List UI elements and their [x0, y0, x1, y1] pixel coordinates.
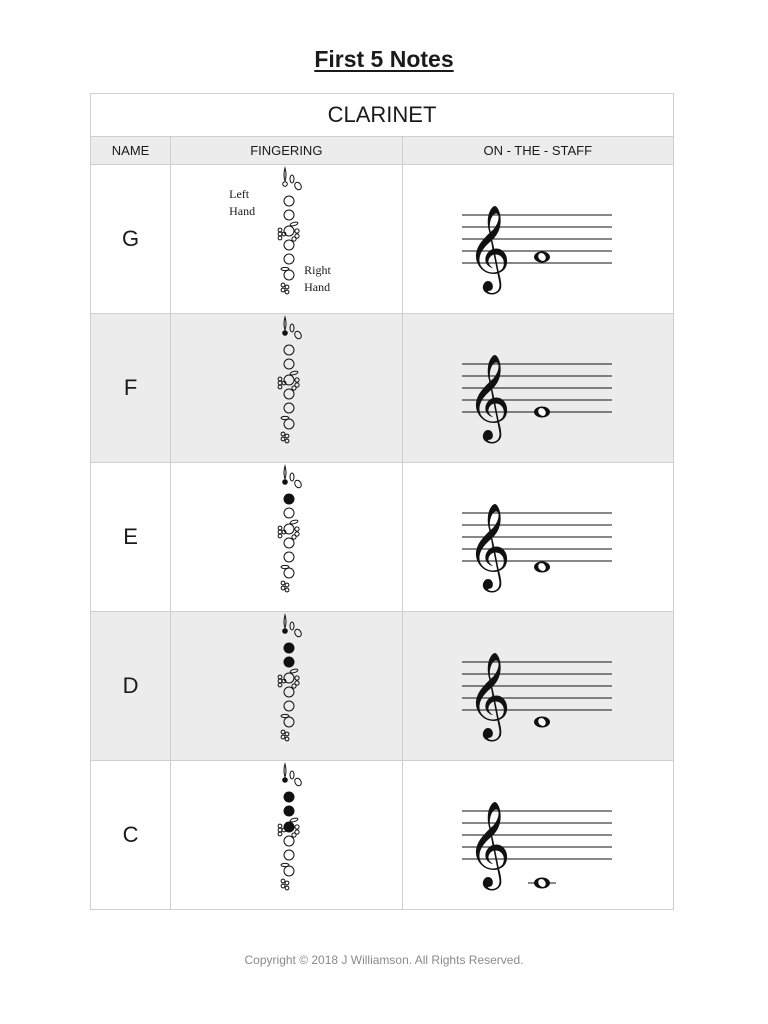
pinky-key	[278, 385, 282, 389]
music-staff	[403, 761, 674, 909]
tone-hole	[284, 389, 294, 399]
side-key	[281, 267, 289, 270]
staff-cell	[402, 463, 673, 612]
pinky-key	[278, 534, 282, 538]
tone-hole	[284, 701, 294, 711]
whole-note	[534, 878, 550, 889]
note-name: G	[91, 165, 171, 314]
side-key	[290, 221, 299, 226]
music-staff	[403, 314, 674, 462]
note-row	[91, 165, 674, 314]
hand-label-line: Left	[229, 187, 250, 201]
tone-hole	[284, 240, 294, 250]
side-key	[290, 817, 299, 822]
tone-hole	[284, 687, 294, 697]
tone-hole	[284, 254, 294, 264]
note-name: F	[91, 314, 171, 463]
pinky-key	[292, 237, 296, 241]
pinky-key	[285, 583, 289, 587]
pinky-key	[278, 832, 282, 836]
tone-hole	[284, 508, 294, 518]
thumb-hole	[283, 331, 288, 336]
note-name: D	[91, 612, 171, 761]
staff-cell	[402, 165, 673, 314]
a-key	[290, 622, 294, 630]
pinky-key	[278, 679, 282, 683]
clarinet-fingering-diagram	[171, 463, 402, 611]
instrument-title: CLARINET	[91, 94, 674, 137]
pinky-key	[285, 886, 289, 890]
hand-label-line: Hand	[229, 204, 256, 218]
pinky-key	[281, 735, 285, 739]
tone-hole	[284, 210, 294, 220]
note-row	[91, 612, 674, 761]
treble-clef-icon: 𝄞	[466, 652, 511, 738]
pinky-key	[285, 439, 289, 443]
pinky-key	[281, 884, 285, 888]
tone-hole	[284, 866, 294, 876]
pinky-key	[281, 581, 285, 585]
tone-hole	[284, 792, 294, 802]
left-hand-label	[229, 186, 255, 220]
pinky-key	[285, 290, 289, 294]
a-key	[290, 324, 294, 332]
side-key	[290, 519, 299, 524]
pinky-key	[285, 588, 289, 592]
register-key	[284, 317, 286, 330]
whole-note	[534, 717, 550, 728]
pinky-key	[295, 229, 299, 233]
tone-hole	[284, 643, 294, 653]
note-row	[91, 761, 674, 910]
music-staff	[403, 463, 674, 611]
pinky-key	[281, 432, 285, 436]
fingering-chart-table	[90, 93, 674, 910]
right-hand-label	[304, 262, 331, 296]
clarinet-fingering-diagram	[171, 314, 402, 462]
clarinet-fingering-diagram	[171, 165, 402, 313]
tone-hole	[284, 836, 294, 846]
staff-cell	[402, 612, 673, 761]
header-name: NAME	[91, 137, 171, 165]
tone-hole	[284, 850, 294, 860]
pinky-key	[281, 283, 285, 287]
pinky-key	[295, 676, 299, 680]
pinky-key	[278, 236, 282, 240]
whole-note	[534, 407, 550, 418]
tone-hole	[284, 419, 294, 429]
tone-hole	[284, 196, 294, 206]
gsharp-key	[294, 181, 303, 191]
tone-hole	[284, 657, 294, 667]
note-name: C	[91, 761, 171, 910]
a-key	[290, 771, 294, 779]
tone-hole	[284, 494, 294, 504]
treble-clef-icon: 𝄞	[466, 354, 511, 440]
tone-hole	[284, 359, 294, 369]
gsharp-key	[294, 777, 303, 787]
header-fingering: FINGERING	[171, 137, 402, 165]
music-staff	[403, 165, 674, 313]
tone-hole	[284, 538, 294, 548]
tone-hole	[284, 806, 294, 816]
treble-clef-icon: 𝄞	[466, 503, 511, 589]
register-key	[284, 764, 286, 777]
pinky-key	[285, 737, 289, 741]
pinky-key	[281, 288, 285, 292]
pinky-key	[278, 683, 282, 687]
fingering-cell	[171, 761, 402, 910]
side-key	[281, 565, 289, 568]
pinky-key	[281, 879, 285, 883]
a-key	[290, 175, 294, 183]
side-key	[281, 714, 289, 717]
pinky-key	[278, 232, 282, 236]
whole-note	[534, 252, 550, 263]
tone-hole	[284, 717, 294, 727]
fingering-cell	[171, 165, 402, 314]
pinky-key	[285, 732, 289, 736]
pinky-key	[278, 381, 282, 385]
pinky-key	[292, 386, 296, 390]
staff-cell	[402, 314, 673, 463]
fingering-cell	[171, 463, 402, 612]
pinky-key	[281, 586, 285, 590]
gsharp-key	[294, 330, 303, 340]
pinky-key	[285, 881, 289, 885]
pinky-key	[285, 285, 289, 289]
side-key	[281, 416, 289, 419]
pinky-key	[292, 684, 296, 688]
pinky-key	[278, 530, 282, 534]
treble-clef-icon: 𝄞	[466, 801, 511, 887]
tone-hole	[284, 552, 294, 562]
register-key	[284, 168, 286, 181]
header-staff: ON - THE - STAFF	[402, 137, 673, 165]
register-key	[284, 615, 286, 628]
hand-label-line: Right	[304, 263, 331, 277]
gsharp-key	[294, 628, 303, 638]
pinky-key	[278, 675, 282, 679]
pinky-key	[292, 833, 296, 837]
tone-hole	[284, 403, 294, 413]
music-staff	[403, 612, 674, 760]
thumb-hole	[283, 480, 288, 485]
pinky-key	[281, 437, 285, 441]
staff-cell	[402, 761, 673, 910]
side-key	[281, 863, 289, 866]
tone-hole	[284, 270, 294, 280]
clarinet-fingering-diagram	[171, 612, 402, 760]
tone-hole	[284, 345, 294, 355]
page-title: First 5 Notes	[314, 46, 454, 72]
register-key	[284, 466, 286, 479]
thumb-hole	[283, 629, 288, 634]
pinky-key	[295, 527, 299, 531]
pinky-key	[295, 825, 299, 829]
pinky-key	[278, 526, 282, 530]
gsharp-key	[294, 479, 303, 489]
fingering-cell	[171, 314, 402, 463]
side-key	[290, 668, 299, 673]
note-name: E	[91, 463, 171, 612]
pinky-key	[292, 535, 296, 539]
side-key	[290, 370, 299, 375]
hand-label-line: Hand	[304, 280, 331, 294]
pinky-key	[281, 730, 285, 734]
a-key	[290, 473, 294, 481]
thumb-hole	[283, 778, 288, 783]
fingering-cell	[171, 612, 402, 761]
pinky-key	[278, 824, 282, 828]
pinky-key	[278, 228, 282, 232]
treble-clef-icon: 𝄞	[466, 205, 511, 291]
note-row	[91, 463, 674, 612]
clarinet-fingering-diagram	[171, 761, 402, 909]
pinky-key	[295, 378, 299, 382]
tone-hole	[284, 568, 294, 578]
note-row	[91, 314, 674, 463]
whole-note	[534, 562, 550, 573]
pinky-key	[278, 377, 282, 381]
pinky-key	[285, 434, 289, 438]
pinky-key	[278, 828, 282, 832]
copyright-notice: Copyright © 2018 J Williamson. All Rights Reserved.	[244, 953, 524, 967]
